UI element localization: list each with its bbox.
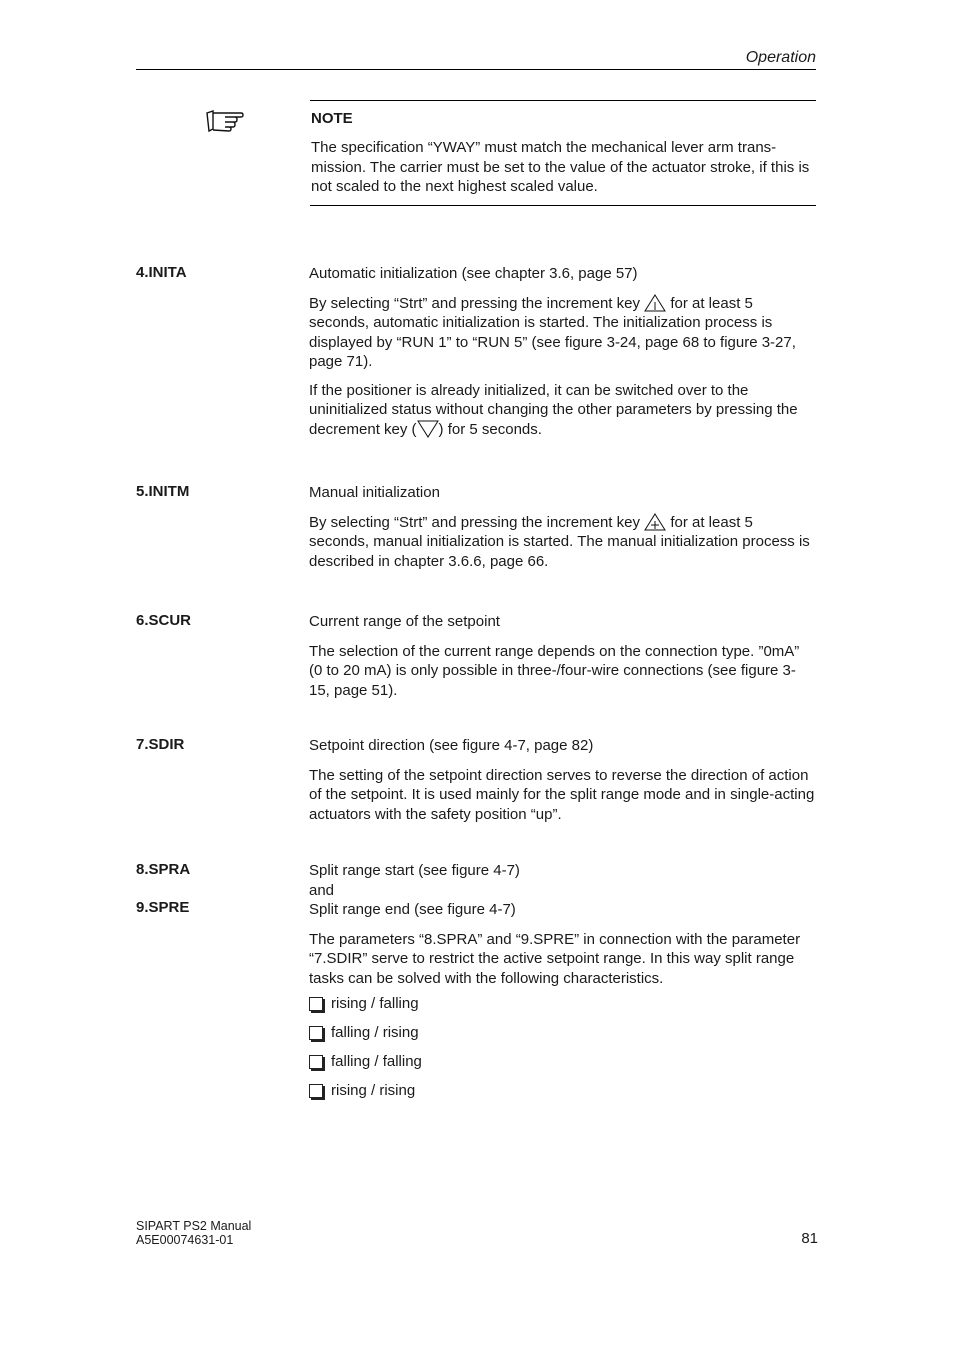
param-heading: Automatic initialization (see chapter 3.6, page 57) [309,265,638,282]
param-label-scur: 6.SCUR [136,612,192,629]
pointing-hand-icon [205,109,245,133]
note-rule-top [310,100,816,101]
connector-text: and [309,881,335,899]
footer-document-number: A5E00074631-01 [136,1233,234,1247]
list-item-label: falling / falling [331,1053,422,1070]
increment-key-icon [644,513,666,531]
param-label-sdir: 7.SDIR [136,736,185,753]
param-heading: Setpoint direction (see figure 4-7, page 82) [309,737,594,754]
param-paragraph [309,513,815,572]
param-paragraph: The selection of the current range depends on the connection type. ”0mA” (0 to 20 mA) is only possible in three-/four-wire connections (see figure 3-15, page 51). [309,642,800,699]
header-rule [136,69,816,70]
param-label-spre: 9.SPRE [136,899,190,916]
paragraph-text: If the positioner is already initialized, it can be switched over to the uninitialized status without changing the other parameters by pressing the decrement key ( [309,381,798,438]
increment-key-icon [644,294,666,312]
note-rule-bottom [310,205,816,206]
footer-manual-title: SIPART PS2 Manual [136,1219,252,1233]
param-heading: Split range start (see figure 4-7) [309,862,520,879]
list-item [309,1053,422,1070]
list-item [309,1082,415,1099]
checkbox-bullet-icon [309,1084,323,1098]
param-body-scur [309,612,815,700]
checkbox-bullet-icon [309,1026,323,1040]
running-header: Operation [745,49,816,66]
param-paragraph: The parameters “8.SPRA” and “9.SPRE” in connection with the parameter “7.SDIR” serve to restrict the active setpoint range. In this way split range tasks can be solved with the following characteristics. [309,930,801,987]
list-item [309,1024,419,1041]
param-heading: Manual initialization [309,484,440,501]
param-heading: Current range of the setpoint [309,613,500,630]
paragraph-text: for at least 5 seconds, automatic initialization is started. The initialization process is displayed by “RUN 1” to “RUN 5” (see figure 3-24, page 68 to figure 3-27, page 71). [309,294,796,370]
checkbox-bullet-icon [309,1055,323,1069]
param-paragraph: The setting of the setpoint direction serves to reverse the direction of action of the setpoint. It is used mainly for the split range mode and in single-acting actuators with the safety position “up”. [309,766,815,823]
checkbox-bullet-icon [309,997,323,1011]
footer-document-info [136,1219,251,1247]
note-title: NOTE [311,110,353,127]
param-heading: Split range end (see figure 4-7) [309,901,516,918]
paragraph-text: for at least 5 seconds, manual initialization is started. The manual initialization process is described in chapter 3.6.6, page 66. [309,513,810,570]
list-item [309,995,419,1012]
list-item-label: falling / rising [331,1024,419,1041]
list-item-label: rising / rising [331,1082,416,1099]
param-label-initm: 5.INITM [136,483,190,500]
paragraph-text: By selecting “Strt” and pressing the increment key [309,513,640,531]
param-body-sdir [309,736,815,824]
param-paragraph [309,294,815,372]
list-item-label: rising / falling [331,995,419,1012]
paragraph-text: ) for 5 seconds. [438,420,542,438]
param-body-initm [309,483,815,571]
page-number: 81 [801,1230,818,1247]
decrement-key-icon [417,420,439,438]
param-body-inita [309,264,815,439]
param-paragraph [309,381,815,440]
param-label-inita: 4.INITA [136,264,187,281]
param-label-spra: 8.SPRA [136,861,191,878]
param-body-split-range [309,861,815,988]
note-text: The specification “YWAY” must match the mechanical lever arm trans-mission. The carrier must be set to the value of the actuator stroke, if this is not scaled to the next highest scaled value. [311,139,810,195]
paragraph-text: By selecting “Strt” and pressing the increment key [309,294,640,312]
